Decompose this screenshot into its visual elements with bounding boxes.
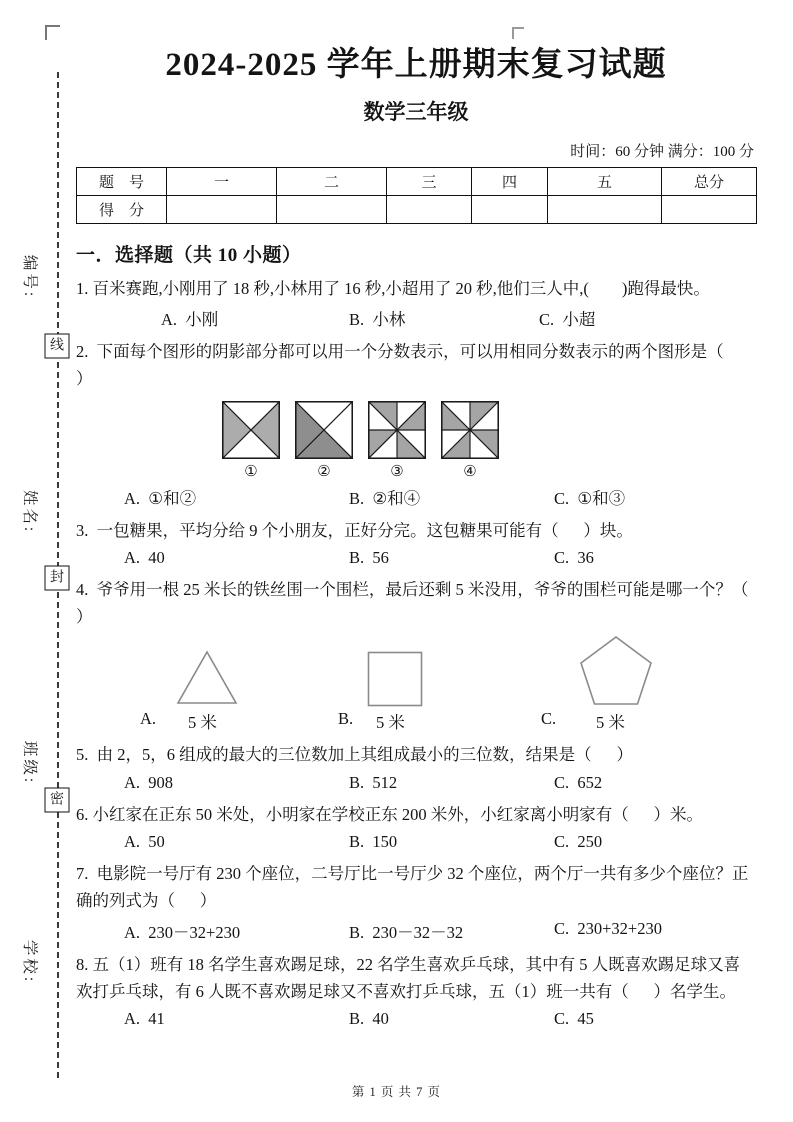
question-7-options <box>76 919 756 943</box>
question-1-text: 1. 百米赛跑,小刚用了 18 秒,小林用了 16 秒,小超用了 20 秒,他们三人中,( )跑得最快。 <box>76 278 710 298</box>
figure-4-label: ④ <box>463 463 477 480</box>
question-4-figures <box>76 639 756 707</box>
figure-1-label: ① <box>244 463 258 480</box>
figure-3-label: ③ <box>390 463 404 480</box>
score-table-col: 五 <box>548 167 662 195</box>
score-table-header-row <box>77 167 757 195</box>
fold-mark-top-left <box>45 25 60 40</box>
time-score-meta: 时间：60 分钟 满分：100 分 <box>570 143 754 160</box>
seal-char-line: 线 <box>45 334 70 359</box>
margin-label-school: 学校: <box>21 939 38 985</box>
score-table <box>76 167 757 224</box>
question-7-text: 7. 电影院一号厅有 230 个座位，二号厅比一号厅少 32 个座位，两个厅一共有多少个座位？正确的列式为（ ） <box>76 864 749 911</box>
question-5-text: 5. 由 2，5，6 组成的最大的三位数加上其组成最小的三位数，结果是（ ） <box>76 744 633 764</box>
option-c: C. ①和③ <box>554 488 626 508</box>
option-a: A. 40 <box>124 548 165 568</box>
question-4-options <box>76 707 756 733</box>
shaded-square-figure-2 <box>295 401 353 459</box>
score-cell-empty <box>387 195 472 223</box>
option-a: A. 41 <box>124 1009 165 1029</box>
square-size-label: 5 米 <box>376 712 405 732</box>
question-6-options <box>76 832 756 852</box>
section-heading: 一．选择题（共 10 小题） <box>76 244 302 266</box>
pentagon-figure <box>577 635 655 707</box>
score-table-score-label: 得 分 <box>77 195 167 223</box>
score-table-col: 三 <box>387 167 472 195</box>
margin-label-number: 编号: <box>21 254 38 300</box>
shaded-square-figure-1 <box>222 401 280 459</box>
figure-4 <box>441 401 499 481</box>
option-c: C. <box>541 708 557 728</box>
question-3-options <box>76 548 756 568</box>
score-table-score-row <box>77 195 757 223</box>
score-table-col: 四 <box>472 167 548 195</box>
option-c: C. 36 <box>554 548 594 568</box>
page-subtitle: 数学三年级 <box>363 99 469 124</box>
question-5-options <box>76 773 756 793</box>
margin-label-class: 班级: <box>21 740 38 786</box>
option-c: C. 45 <box>554 1009 594 1029</box>
option-c: C. 小超 <box>539 310 596 330</box>
option-b: B. 56 <box>349 548 389 568</box>
question-3-text: 3. 一包糖果，平均分给 9 个小朋友，正好分完。这包糖果可能有（ ）块。 <box>76 520 633 540</box>
option-b: B. 512 <box>349 772 398 792</box>
score-cell-empty <box>277 195 387 223</box>
figure-3 <box>368 401 426 481</box>
score-table-col: 二 <box>277 167 387 195</box>
question-8-text: 8. 五（1）班有 18 名学生喜欢踢足球，22 名学生喜欢乒乓球，其中有 5 人既喜欢踢足球又喜欢打乒乓球，有 6 人既不喜欢踢足球又不喜欢打乒乓球，五（1）班一共有（ ）名学生。 <box>76 954 741 1001</box>
option-a: A. 230－32+230 <box>124 922 241 942</box>
figure-2-label: ② <box>317 463 331 480</box>
triangle-size-label: 5 米 <box>188 712 217 732</box>
option-b: B. 150 <box>349 832 398 852</box>
page-title: 2024-2025 学年上册期末复习试题 <box>165 47 667 83</box>
option-a: A. ①和② <box>124 488 197 508</box>
square-figure <box>367 651 423 707</box>
question-6-text: 6. 小红家在正东 50 米处，小明家在学校正东 200 米外，小红家离小明家有（ ）米。 <box>76 804 703 824</box>
question-2-options <box>76 485 756 509</box>
option-b: B. 小林 <box>349 310 406 330</box>
shaded-square-figure-3 <box>368 401 426 459</box>
question-1-options <box>76 306 756 330</box>
pentagon-size-label: 5 米 <box>596 712 625 732</box>
option-a: A. 908 <box>124 772 174 792</box>
option-a: A. <box>140 708 157 728</box>
margin-label-name: 姓名: <box>21 489 38 535</box>
score-table-header-label: 题 号 <box>77 167 167 195</box>
option-b: B. 230－32－32 <box>349 922 464 942</box>
option-a: A. 50 <box>124 832 165 852</box>
question-8-options <box>76 1009 756 1029</box>
option-b: B. ②和④ <box>349 488 421 508</box>
triangle-figure <box>175 649 239 707</box>
question-4-text: 4. 爷爷用一根 25 米长的铁丝围一个围栏，最后还剩 5 米没用，爷爷的围栏可能是哪一个？（ ） <box>76 580 774 627</box>
score-cell-empty <box>472 195 548 223</box>
score-table-col: 总分 <box>662 167 757 195</box>
seal-char-mi: 密 <box>45 788 70 813</box>
score-cell-empty <box>662 195 757 223</box>
option-c: C. 230+32+230 <box>554 918 662 938</box>
figure-1 <box>222 401 280 481</box>
shaded-square-figure-4 <box>441 401 499 459</box>
score-table-col: 一 <box>167 167 277 195</box>
option-a: A. 小刚 <box>161 310 219 330</box>
score-cell-empty <box>548 195 662 223</box>
option-c: C. 652 <box>554 772 603 792</box>
page-footer: 第 1 页 共 7 页 <box>351 1085 442 1099</box>
paper-content <box>76 38 774 1035</box>
question-2-figures <box>222 401 756 481</box>
option-b: B. <box>338 708 354 728</box>
score-cell-empty <box>167 195 277 223</box>
option-c: C. 250 <box>554 832 603 852</box>
seal-char-feng: 封 <box>45 566 70 591</box>
option-b: B. 40 <box>349 1009 389 1029</box>
figure-2 <box>295 401 353 481</box>
question-2-text: 2. 下面每个图形的阴影部分都可以用一个分数表示，可以用相同分数表示的两个图形是（ ） <box>76 342 749 389</box>
